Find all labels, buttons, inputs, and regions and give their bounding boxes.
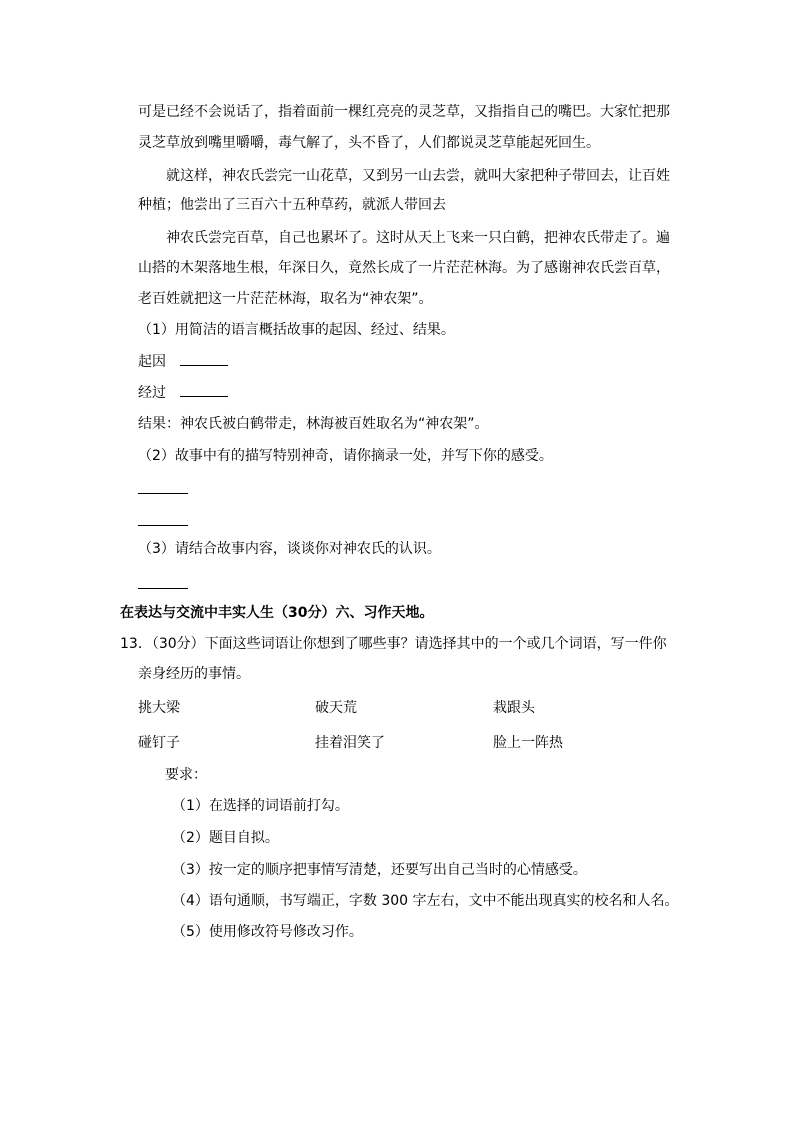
passage-line: 神农氏尝完百草，自己也累坏了。这时从天上飞来一只白鹤，把神农氏带走了。遍 — [166, 230, 670, 246]
process-label: 经过 — [138, 385, 166, 401]
requirement-item: （5）使用修改符号修改习作。 — [172, 924, 363, 940]
q13-prompt-line: 13．（30分）下面这些词语让你想到了哪些事？请选择其中的一个或几个词语，写一件你 — [120, 636, 667, 652]
passage-line: 山搭的木架落地生根，年深日久，竟然长成了一片茫茫林海。为了感谢神农氏尝百草， — [138, 260, 670, 276]
passage-line: 就这样，神农氏尝完一山花草，又到另一山去尝，就叫大家把种子带回去，让百姓 — [166, 168, 670, 184]
requirements-title: 要求： — [165, 767, 207, 783]
word-option[interactable]: 栽跟头 — [493, 700, 535, 716]
q2-answer-blank[interactable] — [138, 525, 188, 526]
result-line: 结果：神农氏被白鹤带走，林海被百姓取名为“神农架”。 — [138, 416, 489, 432]
q13-prompt-line: 亲身经历的事情。 — [138, 666, 250, 682]
requirement-item: （4）语句通顺，书写端正，字数 300 字左右，文中不能出现真实的校名和人名。 — [172, 893, 679, 909]
passage-line: 可是已经不会说话了，指着面前一棵红亮亮的灵芝草，又指指自己的嘴巴。大家忙把那 — [138, 104, 670, 120]
cause-row — [138, 352, 228, 372]
question-2: （2）故事中有的描写特别神奇，请你摘录一处，并写下你的感受。 — [138, 448, 553, 464]
word-option[interactable]: 脸上一阵热 — [493, 735, 563, 751]
word-option[interactable]: 破天荒 — [315, 700, 357, 716]
question-3: （3）请结合故事内容，谈谈你对神农氏的认识。 — [138, 541, 441, 557]
cause-answer-blank[interactable] — [180, 364, 228, 366]
word-option[interactable]: 碰钉子 — [138, 735, 180, 751]
process-row — [138, 383, 228, 403]
passage-line: 老百姓就把这一片茫茫林海，取名为“神农架”。 — [138, 291, 433, 307]
question-1: （1）用简洁的语言概括故事的起因、经过、结果。 — [138, 322, 455, 338]
q3-answer-blank[interactable] — [138, 588, 188, 589]
word-option[interactable]: 挂着泪笑了 — [315, 735, 385, 751]
cause-label: 起因 — [138, 354, 166, 370]
section-title: 在表达与交流中丰实人生（30分）六、习作天地。 — [120, 605, 434, 621]
requirement-item: （1）在选择的词语前打勾。 — [172, 798, 349, 814]
requirement-item: （3）按一定的顺序把事情写清楚，还要写出自己当时的心情感受。 — [172, 862, 587, 878]
passage-line: 种植；他尝出了三百六十五种草药，就派人带回去 — [138, 197, 446, 213]
requirement-item: （2）题目自拟。 — [172, 830, 279, 846]
word-option[interactable]: 挑大梁 — [138, 700, 180, 716]
process-answer-blank[interactable] — [180, 395, 228, 397]
q2-answer-blank[interactable] — [138, 493, 188, 494]
passage-line: 灵芝草放到嘴里嚼嚼，毒气解了，头不昏了，人们都说灵芝草能起死回生。 — [138, 135, 600, 151]
